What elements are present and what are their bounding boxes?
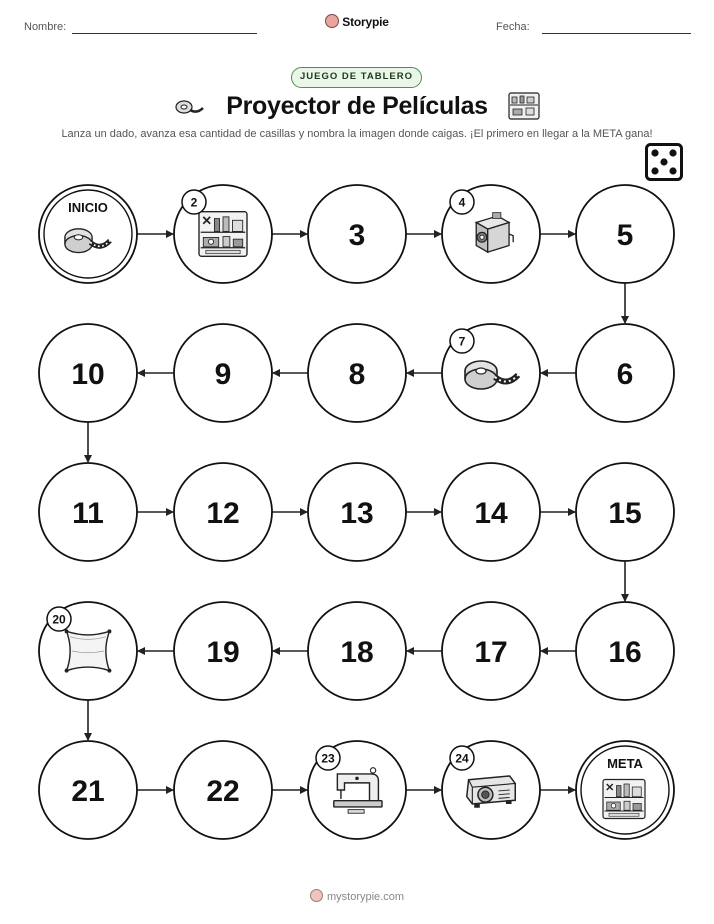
cell-number: 19 xyxy=(206,636,240,669)
cell-number-badge: 23 xyxy=(321,751,335,766)
cell-number: 5 xyxy=(616,219,634,252)
brand-name: Storypie xyxy=(342,15,389,29)
board-cell-24 xyxy=(442,741,540,839)
cell-number-badge: 20 xyxy=(52,612,66,627)
board-cell-17 xyxy=(442,602,540,700)
cell-number: 12 xyxy=(206,497,240,530)
cell-number: 14 xyxy=(474,497,508,530)
cell-number: 21 xyxy=(71,775,105,808)
cell-number-badge: 24 xyxy=(455,751,469,766)
bear-logo-icon xyxy=(310,889,323,902)
cell-number: 8 xyxy=(348,358,366,391)
video-projector-icon xyxy=(467,776,516,808)
tool-shelf-icon xyxy=(603,780,645,819)
projection-screen-icon xyxy=(65,629,112,672)
board-cell-19 xyxy=(174,602,272,700)
board-cell-13 xyxy=(308,463,406,561)
cell-number: 3 xyxy=(348,219,366,252)
footer-url: mystorypie.com xyxy=(326,891,405,903)
board-cell-23 xyxy=(308,741,406,839)
board-cell-4 xyxy=(442,185,540,283)
cell-number-badge: 2 xyxy=(190,195,198,210)
cell-number: 9 xyxy=(214,358,232,391)
board-cell-15 xyxy=(576,463,674,561)
board-cell-10 xyxy=(39,324,137,422)
board-cell-12 xyxy=(174,463,272,561)
cell-number-badge: 7 xyxy=(458,334,466,349)
board-cell-6 xyxy=(576,324,674,422)
cell-number: 22 xyxy=(206,775,240,808)
cell-number: 16 xyxy=(608,636,642,669)
board-cell-9 xyxy=(174,324,272,422)
board-cell-16 xyxy=(576,602,674,700)
finish-label: META xyxy=(607,756,643,771)
cell-number: 18 xyxy=(340,636,374,669)
board-cell-1 xyxy=(39,185,137,283)
board-cell-14 xyxy=(442,463,540,561)
tool-shelf-icon xyxy=(199,212,247,257)
board-cell-21 xyxy=(39,741,137,839)
cell-number-badge: 4 xyxy=(458,195,466,210)
board-cell-5 xyxy=(576,185,674,283)
cell-number: 15 xyxy=(608,497,642,530)
board-cell-8 xyxy=(308,324,406,422)
start-label: INICIO xyxy=(68,200,108,215)
game-type-badge: JUEGO DE TABLERO xyxy=(291,67,422,88)
page-title: Proyector de Películas xyxy=(226,92,488,120)
board-cell-2 xyxy=(174,185,272,283)
cell-number: 17 xyxy=(474,636,508,669)
footer xyxy=(0,889,714,903)
cell-number: 6 xyxy=(616,358,634,391)
board-cell-20 xyxy=(39,602,137,700)
name-label: Nombre: xyxy=(24,21,67,33)
board-cell-11 xyxy=(39,463,137,561)
board-cell-25 xyxy=(576,741,674,839)
cell-number: 13 xyxy=(340,497,374,530)
cell-number: 11 xyxy=(72,497,104,530)
board-cell-22 xyxy=(174,741,272,839)
instructions: Lanza un dado, avanza esa cantidad de casillas y nombra la imagen donde caigas. ¡El primero en llegar a la META gana! xyxy=(61,128,653,140)
cell-number: 10 xyxy=(71,358,105,391)
board-cell-7 xyxy=(442,324,540,422)
date-label: Fecha: xyxy=(496,21,530,33)
board-cell-18 xyxy=(308,602,406,700)
board-cell-3 xyxy=(308,185,406,283)
